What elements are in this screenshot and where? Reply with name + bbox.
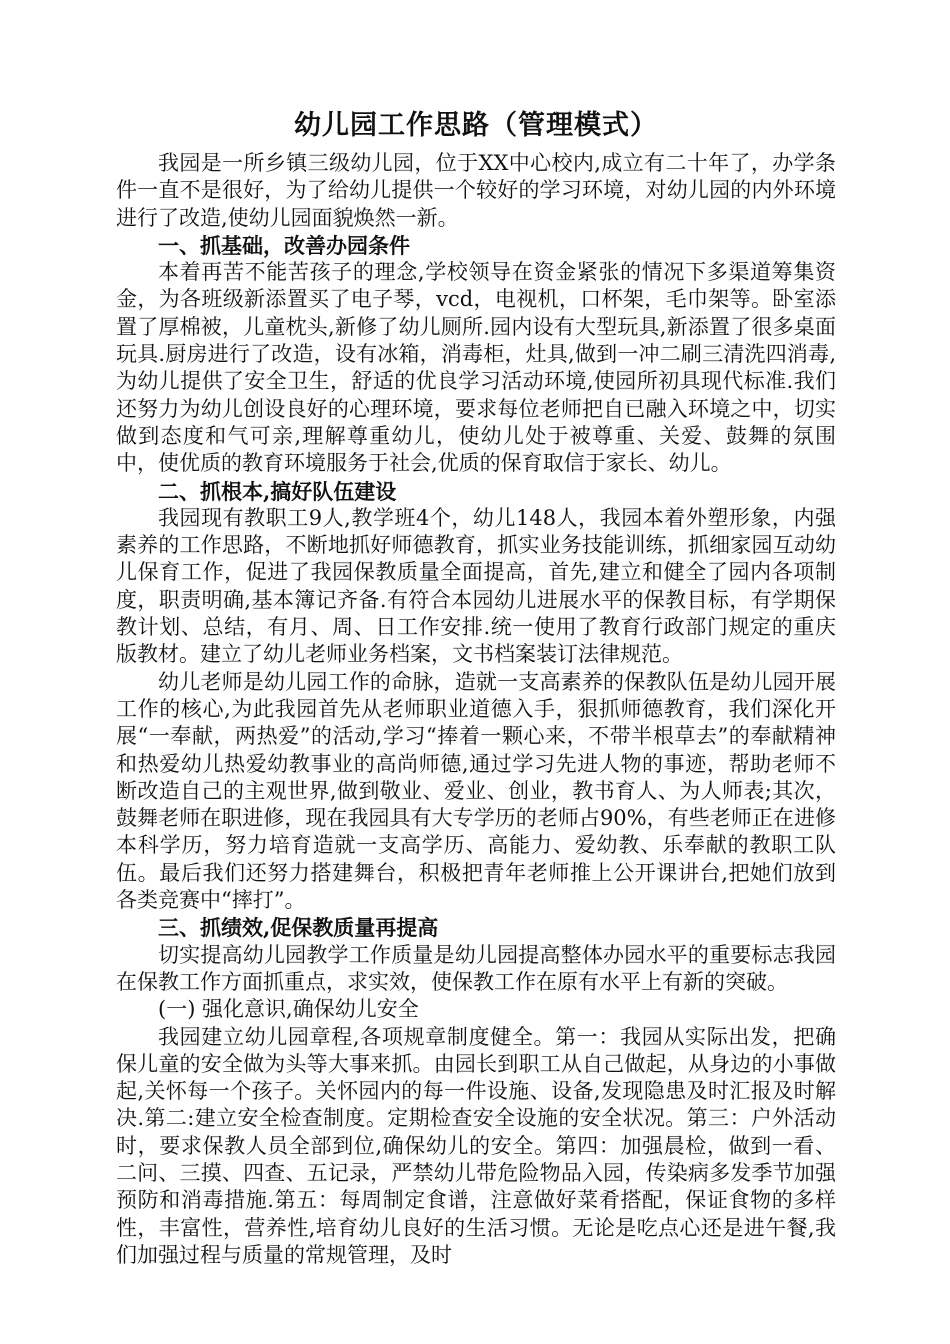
section-1-paragraph: 本着再苦不能苦孩子的理念,学校领导在资金紧张的情况下多渠道筹集资金，为各班级新添置买了电子琴，vcd，电视机，口杯架，毛巾架等。卧室添置了厚棉被，儿童枕头,新修了幼儿厕所.园内设有大型玩具,新添置了很多桌面玩具.厨房进行了改造，设有冰箱，消毒柜，灶具,做到一冲二刷三清洗四消毒,为幼儿提供了安全卫生，舒适的优良学习活动环境,使园所初具现代标准.我们还努力为幼儿创设良好的心理环境，要求每位老师把自已融入环境之中，切实做到态度和气可亲,理解尊重幼儿，使幼儿处于被尊重、关爱、鼓舞的氛围中，使优质的教育环境服务于社会,优质的保育取信于家长、幼儿。 [116, 260, 836, 476]
section-2-heading: 二、抓根本,搞好队伍建设 [158, 478, 397, 504]
intro-paragraph: 我园是一所乡镇三级幼儿园，位于XX中心校内,成立有二十年了，办学条件一直不是很好，为了给幼儿提供一个较好的学习环境，对幼儿园的内外环境进行了改造,使幼儿园面貌焕然一新。 [116, 151, 836, 230]
document-page [116, 104, 836, 1269]
subsection-1-heading: (一) 强化意识,确保幼儿安全 [158, 997, 419, 1022]
section-3-paragraph: 切实提高幼儿园教学工作质量是幼儿园提高整体办园水平的重要标志我园在保教工作方面抓重点，求实效，使保教工作在原有水平上有新的突破。 [116, 942, 836, 994]
section-1-heading: 一、抓基础，改善办园条件 [158, 232, 410, 258]
document-title: 幼儿园工作思路（管理模式） [294, 110, 658, 141]
section-2-paragraph-1: 我园现有教职工9人,教学班4个，幼儿148人，我园本着外塑形象，内强素养的工作思路，不断地抓好师德教育，抓实业务技能训练，抓细家园互动幼儿保育工作，促进了我园保教质量全面提高，首先,建立和健全了园内各项制度，职责明确,基本簿记齐备.有符合本园幼儿进展水平的保教目标，有学期保教计划、总结，有月、周、日工作安排.统一使用了教育行政部门规定的重庆版教材。建立了幼儿老师业务档案，文书档案装订法律规范。 [116, 505, 836, 667]
section-2-paragraph-2: 幼儿老师是幼儿园工作的命脉，造就一支高素养的保教队伍是幼儿园开展工作的核心,为此我园首先从老师职业道德入手，狠抓师德教育，我们深化开展“一奉献，两热爱”的活动,学习“捧着一颗心来，不带半根草去”的奉献精神和热爱幼儿热爱幼教事业的高尚师德,通过学习先进人物的事迹，帮助老师不断改造自己的主观世界,做到敬业、爱业、创业，教书育人、为人师表;其次，鼓舞老师在职进修，现在我园具有大专学历的老师占90%，有些老师正在进修本科学历，努力培育造就一支高学历、高能力、爱幼教、乐奉献的教职工队伍。最后我们还努力搭建舞台，积极把青年老师推上公开课讲台,把她们放到各类竞赛中“摔打”。 [116, 669, 836, 913]
section-3-heading: 三、抓绩效,促保教质量再提高 [158, 915, 439, 941]
subsection-1-paragraph: 我园建立幼儿园章程,各项规章制度健全。第一：我园从实际出发，把确保儿童的安全做为头等大事来抓。由园长到职工从自己做起，从身边的小事做起,关怀每一个孩子。关怀园内的每一件设施、设备,发现隐患及时汇报及时解决.第二:建立安全检查制度。定期检查安全设施的安全状况。第三：户外活动时，要求保教人员全部到位,确保幼儿的安全。第四：加强晨检，做到一看、二问、三摸、四查、五记录，严禁幼儿带危险物品入园，传染病多发季节加强预防和消毒措施.第五：每周制定食谱，注意做好菜肴搭配，保证食物的多样性，丰富性，营养性,培育幼儿良好的生活习惯。无论是吃点心还是进午餐,我们加强过程与质量的常规管理，及时 [116, 1024, 836, 1267]
